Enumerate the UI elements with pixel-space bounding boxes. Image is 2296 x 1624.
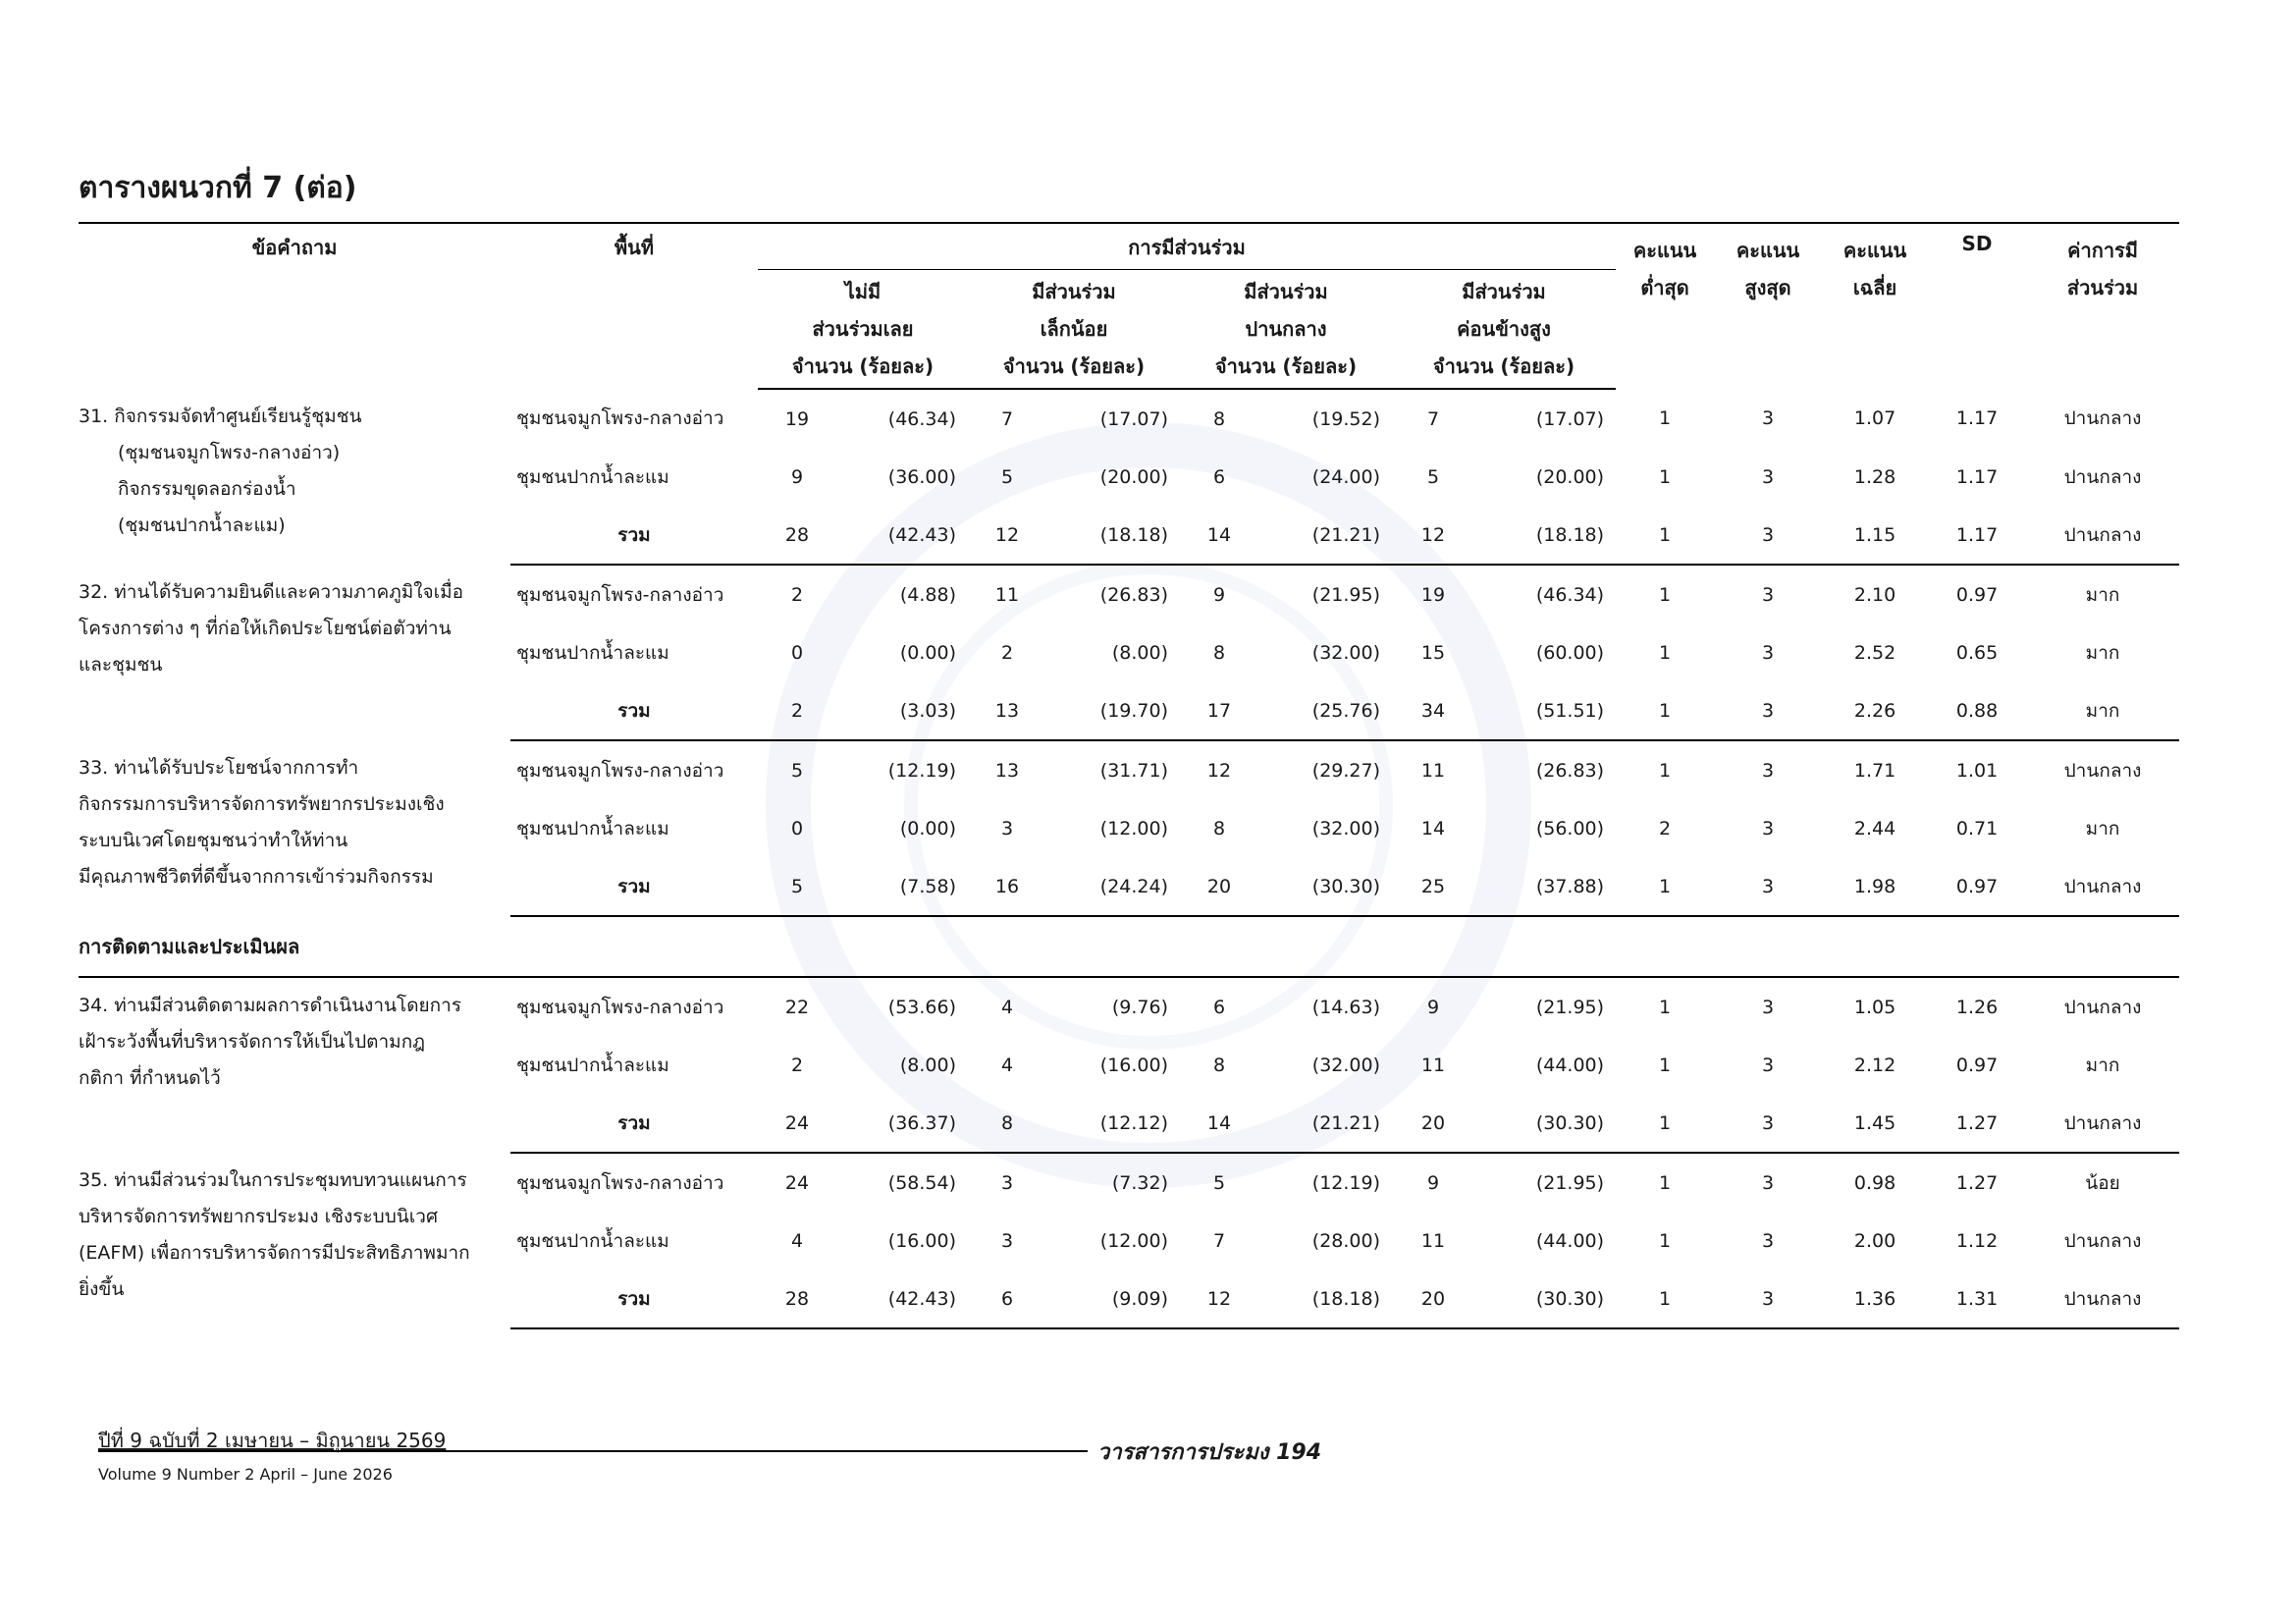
area-cell: ชุมชนจมูกโพรง-กลางอ่าว — [516, 407, 724, 429]
cell-p3: (21.21) — [1258, 1094, 1392, 1153]
cell-p3: (32.00) — [1311, 641, 1380, 664]
cell-c3: 9 — [1212, 583, 1226, 606]
cell-p2: (26.83) — [1099, 583, 1168, 606]
cell-p2: (9.09) — [1046, 1270, 1180, 1328]
cell-max: 3 — [1714, 857, 1822, 916]
cell-p4: (37.88) — [1474, 857, 1616, 916]
cell-c4: 11 — [1420, 759, 1446, 782]
cell-p2: (8.00) — [1111, 641, 1168, 664]
header-level-high-1: มีส่วนร่วม — [1392, 270, 1616, 314]
cell-c2: 12 — [968, 506, 1046, 565]
cell-min: 1 — [1658, 1229, 1672, 1252]
footer-rule — [98, 1450, 1088, 1452]
cell-level: ปานกลาง — [2026, 1270, 2179, 1328]
cell-level: ปานกลาง — [2026, 1094, 2179, 1153]
header-count-pct: จำนวน (ร้อยละ) — [968, 351, 1180, 389]
question-line: 31. กิจกรรมจัดทำศูนย์เรียนรู้ชุมชน — [79, 406, 362, 427]
header-level-little-1: มีส่วนร่วม — [968, 270, 1180, 314]
cell-p1: (58.54) — [887, 1171, 956, 1194]
cell-p3: (32.00) — [1311, 1054, 1380, 1076]
cell-mean: 2.26 — [1822, 681, 1928, 740]
cell-level: ปานกลาง — [2026, 857, 2179, 916]
header-count-pct: จำนวน (ร้อยละ) — [1392, 351, 1616, 389]
cell-c1: 19 — [784, 407, 810, 430]
header-level-moderate-2: ปานกลาง — [1245, 317, 1327, 341]
cell-c2: 11 — [994, 583, 1020, 606]
cell-p1: (4.88) — [899, 583, 956, 606]
cell-c1: 5 — [758, 857, 836, 916]
cell-c2: 6 — [968, 1270, 1046, 1328]
cell-p3: (30.30) — [1258, 857, 1392, 916]
cell-level: มาก — [2085, 1054, 2120, 1076]
cell-p1: (16.00) — [887, 1229, 956, 1252]
area-cell: รวม — [510, 1094, 758, 1153]
area-cell: ชุมชนปากน้ำละแม — [516, 465, 669, 488]
cell-sd: 1.01 — [1955, 759, 1999, 782]
cell-sd: 0.97 — [1955, 583, 1999, 606]
cell-mean: 2.10 — [1853, 583, 1896, 606]
question-line: กิจกรรมการบริหารจัดการทรัพยากรประมงเชิง — [79, 793, 445, 815]
participation-table — [79, 222, 2179, 1329]
cell-c1: 0 — [790, 817, 804, 839]
cell-c1: 2 — [790, 1054, 804, 1076]
footer-journal-page: วารสารการประมง 194 — [1097, 1440, 1322, 1465]
cell-c3: 6 — [1212, 996, 1226, 1018]
cell-c2: 2 — [1000, 641, 1014, 664]
question-cell — [79, 740, 510, 916]
cell-c1: 2 — [790, 583, 804, 606]
cell-p3: (29.27) — [1311, 759, 1380, 782]
area-cell: ชุมชนปากน้ำละแม — [516, 641, 669, 664]
cell-p3: (19.52) — [1311, 407, 1380, 430]
cell-c4: 34 — [1392, 681, 1474, 740]
cell-max: 3 — [1761, 1054, 1775, 1076]
question-cell — [79, 977, 510, 1153]
cell-p2: (19.70) — [1046, 681, 1180, 740]
cell-c4: 15 — [1420, 641, 1446, 664]
cell-c3: 12 — [1206, 759, 1232, 782]
cell-c3: 8 — [1212, 407, 1226, 430]
cell-max: 3 — [1761, 641, 1775, 664]
cell-p4: (51.51) — [1474, 681, 1616, 740]
cell-c3: 8 — [1212, 641, 1226, 664]
cell-level: มาก — [2085, 817, 2120, 839]
header-mean: คะแนน เฉลี่ย — [1822, 223, 1928, 389]
cell-sd: 1.17 — [1955, 407, 1999, 429]
cell-p1: (12.19) — [887, 759, 956, 782]
area-cell: ชุมชนจมูกโพรง-กลางอ่าว — [516, 1171, 724, 1194]
cell-c1: 2 — [758, 681, 836, 740]
cell-min: 1 — [1616, 506, 1714, 565]
cell-level: มาก — [2085, 583, 2120, 606]
cell-c4: 14 — [1420, 817, 1446, 839]
cell-p3: (21.95) — [1311, 583, 1380, 606]
question-line: ระบบนิเวศโดยชุมชนว่าทำให้ท่าน — [79, 830, 348, 851]
question-line: โครงการต่าง ๆ ที่ก่อให้เกิดประโยชน์ต่อตัวท่าน — [79, 618, 452, 639]
header-sd: SD — [1928, 223, 2026, 389]
cell-min: 1 — [1658, 641, 1672, 664]
cell-max: 3 — [1761, 583, 1775, 606]
cell-p2: (12.00) — [1099, 1229, 1168, 1252]
cell-sd: 1.12 — [1955, 1229, 1999, 1252]
cell-mean: 2.44 — [1853, 817, 1896, 839]
cell-c4: 20 — [1392, 1094, 1474, 1153]
cell-c2: 3 — [1000, 1229, 1014, 1252]
question-cell — [79, 565, 510, 740]
question-line: ยิ่งขึ้น — [79, 1278, 125, 1300]
cell-min: 1 — [1658, 1054, 1672, 1076]
cell-mean: 1.28 — [1853, 465, 1896, 488]
cell-level: มาก — [2085, 641, 2120, 664]
cell-p2: (24.24) — [1046, 857, 1180, 916]
cell-c4: 25 — [1392, 857, 1474, 916]
area-cell: ชุมชนจมูกโพรง-กลางอ่าว — [516, 996, 724, 1018]
cell-mean: 1.15 — [1822, 506, 1928, 565]
cell-min: 1 — [1616, 1270, 1714, 1328]
cell-c3: 5 — [1212, 1171, 1226, 1194]
cell-max: 3 — [1761, 996, 1775, 1018]
cell-p2: (12.00) — [1099, 817, 1168, 839]
cell-c4: 19 — [1420, 583, 1446, 606]
header-level-little-2: เล็กน้อย — [1040, 317, 1108, 341]
cell-c2: 7 — [1000, 407, 1014, 430]
cell-p4: (46.34) — [1535, 583, 1605, 606]
cell-min: 1 — [1658, 996, 1672, 1018]
cell-c2: 3 — [1000, 817, 1014, 839]
cell-max: 3 — [1761, 407, 1775, 429]
cell-max: 3 — [1714, 506, 1822, 565]
cell-max: 3 — [1714, 1094, 1822, 1153]
cell-mean: 1.98 — [1822, 857, 1928, 916]
cell-p3: (25.76) — [1258, 681, 1392, 740]
cell-min: 1 — [1658, 407, 1672, 429]
cell-p1: (36.00) — [887, 465, 956, 488]
cell-p2: (7.32) — [1111, 1171, 1168, 1194]
cell-mean: 1.07 — [1853, 407, 1896, 429]
cell-max: 3 — [1714, 1270, 1822, 1328]
cell-max: 3 — [1761, 759, 1775, 782]
cell-p3: (21.21) — [1258, 506, 1392, 565]
cell-c4: 20 — [1392, 1270, 1474, 1328]
question-line: (ชุมชนปากน้ำละแม) — [118, 514, 286, 536]
cell-min: 1 — [1616, 681, 1714, 740]
cell-p4: (30.30) — [1474, 1094, 1616, 1153]
header-area: พื้นที่ — [510, 223, 758, 389]
cell-c1: 0 — [790, 641, 804, 664]
header-level: ค่าการมี ส่วนร่วม — [2026, 223, 2179, 389]
table-row — [79, 565, 2179, 623]
cell-p1: (0.00) — [899, 817, 956, 839]
cell-p3: (28.00) — [1311, 1229, 1380, 1252]
table-row — [79, 977, 2179, 1036]
cell-min: 1 — [1658, 583, 1672, 606]
question-line: บริหารจัดการทรัพยากรประมง เชิงระบบนิเวศ — [79, 1206, 439, 1227]
header-level-none-2: ส่วนร่วมเลย — [812, 317, 914, 341]
question-line: และชุมชน — [79, 654, 163, 676]
cell-p3: (32.00) — [1311, 817, 1380, 839]
cell-max: 3 — [1761, 465, 1775, 488]
question-line: 32. ท่านได้รับความยินดีและความภาคภูมิใจเมื่อ — [79, 581, 464, 603]
cell-p1: (53.66) — [887, 996, 956, 1018]
cell-min: 1 — [1616, 857, 1714, 916]
cell-c4: 11 — [1420, 1054, 1446, 1076]
cell-p3: (14.63) — [1311, 996, 1380, 1018]
cell-c1: 22 — [784, 996, 810, 1018]
area-cell: ชุมชนปากน้ำละแม — [516, 1229, 669, 1252]
header-count-pct: จำนวน (ร้อยละ) — [758, 351, 968, 389]
question-cell — [79, 389, 510, 565]
cell-c4: 9 — [1426, 1171, 1440, 1194]
header-level-moderate-1: มีส่วนร่วม — [1180, 270, 1392, 314]
cell-mean: 1.45 — [1822, 1094, 1928, 1153]
cell-p4: (20.00) — [1535, 465, 1605, 488]
cell-c3: 8 — [1212, 817, 1226, 839]
cell-c1: 4 — [790, 1229, 804, 1252]
cell-sd: 0.71 — [1955, 817, 1999, 839]
cell-level: ปานกลาง — [2026, 506, 2179, 565]
cell-sd: 0.97 — [1928, 857, 2026, 916]
footer-issue: ปีที่ 9 ฉบับที่ 2 เมษายน – มิถุนายน 2569 — [98, 1429, 447, 1452]
cell-c1: 9 — [790, 465, 804, 488]
question-line: 35. ท่านมีส่วนร่วมในการประชุมทบทวนแผนการ — [79, 1169, 467, 1191]
area-cell: รวม — [510, 681, 758, 740]
cell-p3: (24.00) — [1311, 465, 1380, 488]
cell-p2: (20.00) — [1099, 465, 1168, 488]
header-max: คะแนน สูงสุด — [1714, 223, 1822, 389]
cell-mean: 0.98 — [1853, 1171, 1896, 1194]
area-cell: ชุมชนจมูกโพรง-กลางอ่าว — [516, 759, 724, 782]
header-count-pct: จำนวน (ร้อยละ) — [1180, 351, 1392, 389]
cell-p4: (44.00) — [1535, 1054, 1605, 1076]
cell-c4: 7 — [1426, 407, 1440, 430]
cell-sd: 1.27 — [1955, 1171, 1999, 1194]
cell-c1: 28 — [758, 506, 836, 565]
header-min: คะแนน ต่ำสุด — [1616, 223, 1714, 389]
cell-p4: (30.30) — [1474, 1270, 1616, 1328]
cell-max: 3 — [1714, 681, 1822, 740]
cell-p2: (9.76) — [1111, 996, 1168, 1018]
cell-level: ปานกลาง — [2063, 996, 2142, 1018]
cell-level: มาก — [2026, 681, 2179, 740]
cell-c3: 14 — [1180, 1094, 1258, 1153]
cell-sd: 0.88 — [1928, 681, 2026, 740]
cell-p3: (18.18) — [1258, 1270, 1392, 1328]
table-title: ตารางผนวกที่ 7 (ต่อ) — [79, 171, 357, 205]
cell-p1: (8.00) — [899, 1054, 956, 1076]
header-level-none-1: ไม่มี — [758, 270, 968, 314]
cell-min: 1 — [1658, 759, 1672, 782]
cell-p3: (12.19) — [1311, 1171, 1380, 1194]
cell-p4: (21.95) — [1535, 996, 1605, 1018]
cell-c1: 5 — [790, 759, 804, 782]
cell-c2: 16 — [968, 857, 1046, 916]
cell-mean: 1.05 — [1853, 996, 1896, 1018]
cell-p4: (44.00) — [1535, 1229, 1605, 1252]
question-cell — [79, 1153, 510, 1328]
cell-c3: 17 — [1180, 681, 1258, 740]
cell-sd: 1.17 — [1955, 465, 1999, 488]
cell-p1: (36.37) — [836, 1094, 968, 1153]
cell-c2: 13 — [968, 681, 1046, 740]
area-cell: รวม — [510, 506, 758, 565]
question-line: 33. ท่านได้รับประโยชน์จากการทำ — [79, 757, 359, 779]
question-line: (ชุมชนจมูกโพรง-กลางอ่าว) — [118, 442, 341, 463]
cell-sd: 1.27 — [1928, 1094, 2026, 1153]
cell-p4: (60.00) — [1535, 641, 1605, 664]
cell-mean: 2.52 — [1853, 641, 1896, 664]
cell-p4: (26.83) — [1535, 759, 1605, 782]
question-line: มีคุณภาพชีวิตที่ดีขึ้นจากการเข้าร่วมกิจกรรม — [79, 866, 434, 888]
cell-level: น้อย — [2085, 1171, 2120, 1194]
cell-sd: 1.31 — [1928, 1270, 2026, 1328]
table-row — [79, 389, 2179, 448]
area-cell: ชุมชนปากน้ำละแม — [516, 1054, 669, 1076]
cell-c2: 5 — [1000, 465, 1014, 488]
cell-level: ปานกลาง — [2063, 759, 2142, 782]
cell-c1: 28 — [758, 1270, 836, 1328]
cell-level: ปานกลาง — [2063, 465, 2142, 488]
cell-level: ปานกลาง — [2063, 1229, 2142, 1252]
cell-level: ปานกลาง — [2063, 407, 2142, 429]
area-cell: ชุมชนจมูกโพรง-กลางอ่าว — [516, 583, 724, 606]
cell-sd: 1.26 — [1955, 996, 1999, 1018]
cell-p4: (18.18) — [1474, 506, 1616, 565]
cell-p2: (12.12) — [1046, 1094, 1180, 1153]
cell-c4: 5 — [1426, 465, 1440, 488]
cell-mean: 2.00 — [1853, 1229, 1896, 1252]
cell-c1: 24 — [784, 1171, 810, 1194]
cell-min: 1 — [1658, 465, 1672, 488]
cell-sd: 0.97 — [1955, 1054, 1999, 1076]
cell-p2: (16.00) — [1099, 1054, 1168, 1076]
question-line: กติกา ที่กำหนดไว้ — [79, 1067, 221, 1089]
cell-c1: 24 — [758, 1094, 836, 1153]
cell-p1: (3.03) — [836, 681, 968, 740]
cell-p4: (56.00) — [1535, 817, 1605, 839]
footer-volume: Volume 9 Number 2 April – June 2026 — [98, 1465, 393, 1484]
cell-p1: (46.34) — [887, 407, 956, 430]
cell-max: 3 — [1761, 1171, 1775, 1194]
cell-p4: (21.95) — [1535, 1171, 1605, 1194]
cell-max: 3 — [1761, 817, 1775, 839]
cell-p1: (7.58) — [836, 857, 968, 916]
cell-c3: 12 — [1180, 1270, 1258, 1328]
cell-p4: (17.07) — [1535, 407, 1605, 430]
cell-c3: 8 — [1212, 1054, 1226, 1076]
header-level-high-2: ค่อนข้างสูง — [1457, 317, 1551, 341]
cell-min: 1 — [1616, 1094, 1714, 1153]
cell-c4: 12 — [1392, 506, 1474, 565]
area-cell: รวม — [510, 1270, 758, 1328]
area-cell: ชุมชนปากน้ำละแม — [516, 817, 669, 839]
question-line: (EAFM) เพื่อการบริหารจัดการมีประสิทธิภาพมาก — [79, 1242, 470, 1264]
cell-c4: 11 — [1420, 1229, 1446, 1252]
cell-c2: 8 — [968, 1094, 1046, 1153]
cell-c2: 13 — [994, 759, 1020, 782]
area-cell: รวม — [510, 857, 758, 916]
header-question: ข้อคำถาม — [79, 223, 510, 389]
cell-mean: 1.36 — [1822, 1270, 1928, 1328]
section-heading: การติดตามและประเมินผล — [79, 916, 2179, 977]
cell-c2: 4 — [1000, 1054, 1014, 1076]
cell-p2: (18.18) — [1046, 506, 1180, 565]
cell-max: 3 — [1761, 1229, 1775, 1252]
cell-mean: 2.12 — [1853, 1054, 1896, 1076]
cell-sd: 1.17 — [1928, 506, 2026, 565]
cell-c3: 6 — [1212, 465, 1226, 488]
cell-min: 1 — [1658, 1171, 1672, 1194]
cell-c3: 14 — [1180, 506, 1258, 565]
cell-c4: 9 — [1426, 996, 1440, 1018]
cell-p1: (0.00) — [899, 641, 956, 664]
cell-sd: 0.65 — [1955, 641, 1999, 664]
cell-p1: (42.43) — [836, 1270, 968, 1328]
cell-p1: (42.43) — [836, 506, 968, 565]
header-participation: การมีส่วนร่วม — [758, 223, 1616, 270]
cell-c3: 7 — [1212, 1229, 1226, 1252]
cell-c3: 20 — [1180, 857, 1258, 916]
cell-min: 2 — [1658, 817, 1672, 839]
question-line: เฝ้าระวังพื้นที่บริหารจัดการให้เป็นไปตามกฎ — [79, 1031, 425, 1053]
cell-c2: 4 — [1000, 996, 1014, 1018]
cell-p2: (31.71) — [1099, 759, 1168, 782]
cell-mean: 1.71 — [1853, 759, 1896, 782]
table-row — [79, 1153, 2179, 1212]
table-row — [79, 740, 2179, 799]
cell-p2: (17.07) — [1099, 407, 1168, 430]
question-line: 34. ท่านมีส่วนติดตามผลการดำเนินงานโดยการ — [79, 995, 462, 1016]
cell-c2: 3 — [1000, 1171, 1014, 1194]
question-line: กิจกรรมขุดลอกร่องน้ำ — [118, 478, 296, 500]
